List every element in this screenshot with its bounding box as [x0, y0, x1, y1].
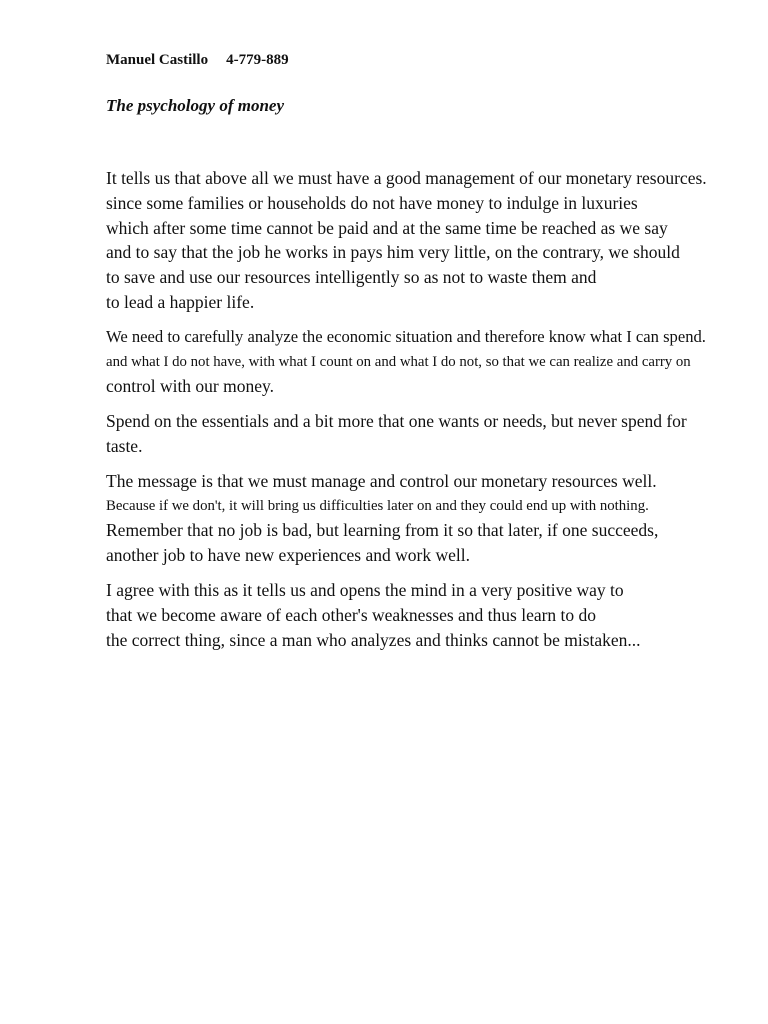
text-line: which after some time cannot be paid and at the same time be reached as we say — [106, 217, 668, 238]
document-title: The psychology of money — [106, 96, 284, 115]
text-line: Spend on the essentials and a bit more that one wants or needs, but never spend for — [106, 411, 687, 432]
text-line: another job to have new experiences and work well. — [106, 545, 470, 566]
text-line: Remember that no job is bad, but learning from it so that later, if one succeeds, — [106, 520, 659, 541]
text-line: the correct thing, since a man who analyzes and thinks cannot be mistaken... — [106, 629, 641, 650]
text-line: to lead a happier life. — [106, 291, 255, 312]
text-line: and to say that the job he works in pays him very little, on the contrary, we should — [106, 242, 680, 263]
text-line: Because if we don't, it will bring us difficulties later on and they could end up with nothing. — [106, 497, 649, 514]
text-line: taste. — [106, 435, 143, 456]
text-line: to save and use our resources intelligently so as not to waste them and — [106, 267, 597, 288]
text-line: control with our money. — [106, 376, 275, 397]
text-line: It tells us that above all we must have a good management of our monetary resources. — [106, 168, 707, 188]
author-id: 4-779-889 — [226, 52, 289, 68]
paragraph — [106, 166, 768, 315]
paragraph — [106, 578, 768, 652]
text-line: since some families or households do not have money to indulge in luxuries — [106, 192, 638, 213]
text-line: I agree with this as it tells us and opens the mind in a very positive way to — [106, 579, 624, 600]
author-header — [106, 52, 289, 69]
paragraph — [106, 409, 768, 459]
paragraph — [106, 469, 768, 568]
paragraph — [106, 325, 768, 399]
author-name: Manuel Castillo — [106, 52, 209, 68]
document-body — [106, 166, 768, 662]
text-line: The message is that we must manage and control our monetary resources well. — [106, 470, 657, 491]
text-line: and what I do not have, with what I count on and what I do not, so that we can realize and carry on — [106, 353, 691, 370]
text-line: that we become aware of each other's weaknesses and thus learn to do — [106, 604, 597, 625]
text-line: We need to carefully analyze the economic situation and therefore know what I can spend. — [106, 326, 706, 346]
